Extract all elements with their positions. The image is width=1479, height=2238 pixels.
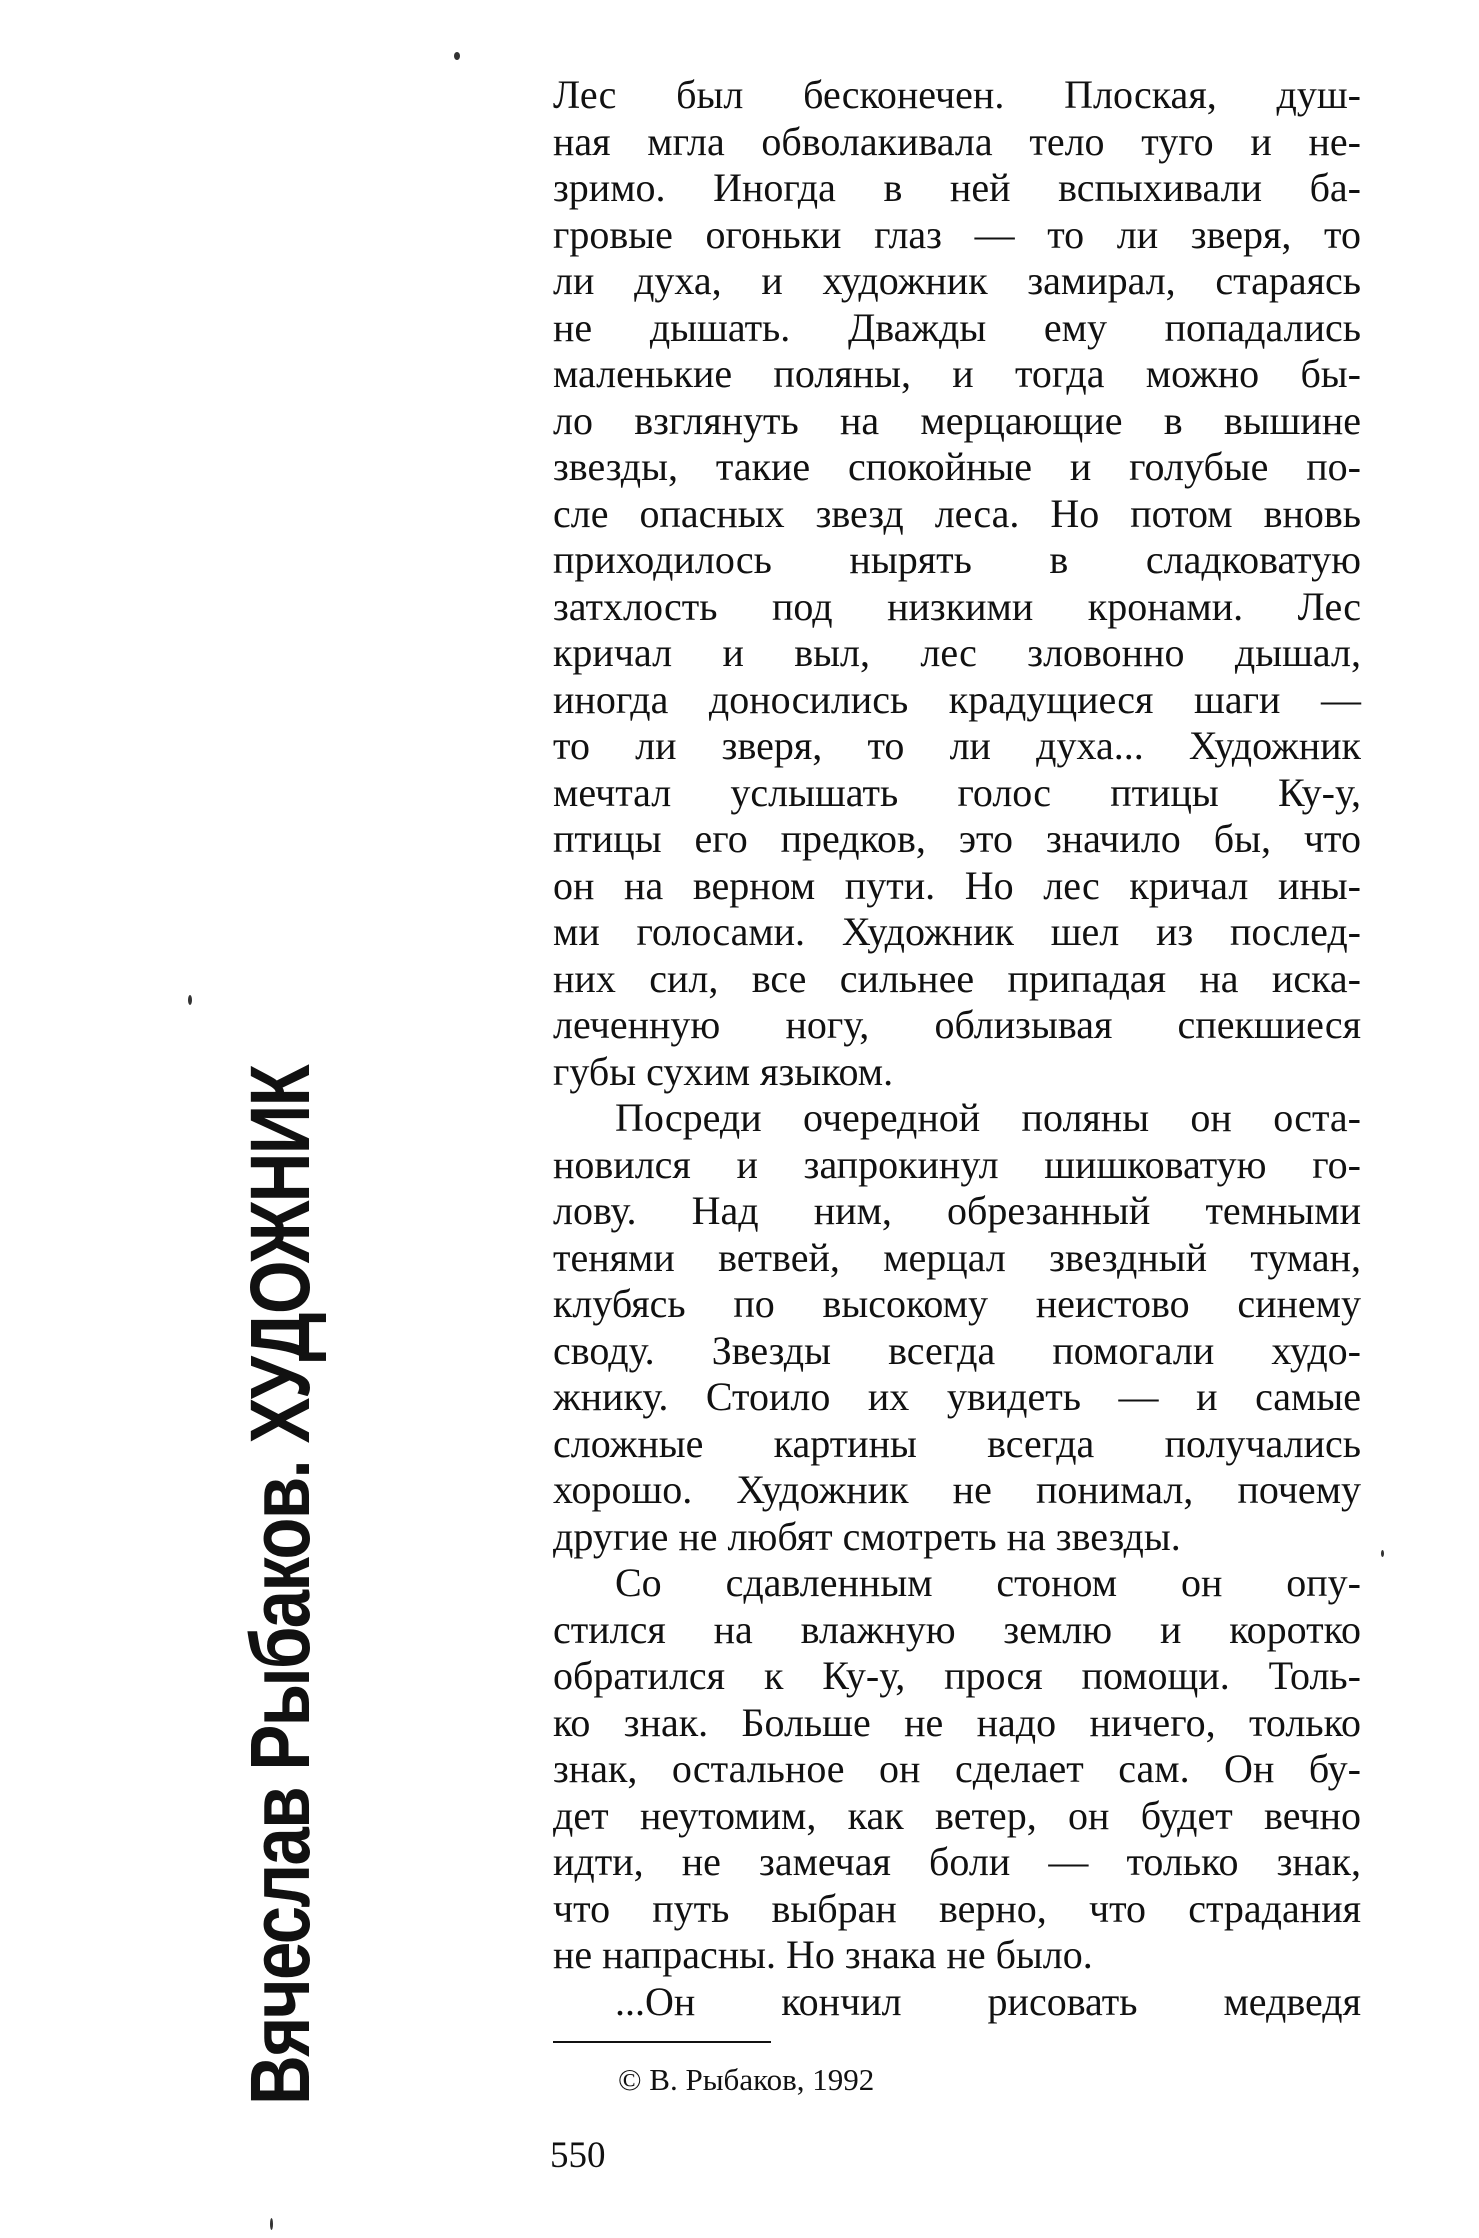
- text-line: Посреди очередной поляны он оста-: [615, 1095, 1361, 1140]
- body-text: [553, 72, 1361, 2025]
- text-line: ко знак. Больше не надо ничего, только: [553, 1699, 1361, 1745]
- side-title-author-and-work: Вячеслав Рыбаков. ХУДОЖНИК: [233, 1066, 327, 2105]
- text-line: лову. Над ним, обрезанный темными: [553, 1188, 1361, 1233]
- text-line: своду. Звезды всегда помогали худо-: [553, 1327, 1361, 1373]
- text-line: гровые огоньки глаз — то ли зверя, то: [553, 211, 1361, 257]
- text-line: жнику. Стоило их увидеть — и самые: [553, 1374, 1361, 1419]
- page-number: 550: [550, 2135, 606, 2176]
- text-line: не дышать. Дважды ему попадались: [553, 304, 1361, 350]
- text-line: он на верном пути. Но лес кричал ины-: [553, 862, 1361, 908]
- text-line: Лес был бесконечен. Плоская, душ-: [553, 72, 1361, 117]
- text-line: стился на влажную землю и коротко: [553, 1606, 1361, 1652]
- copyright-notice: © В. Рыбаков, 1992: [618, 2062, 875, 2097]
- text-line: приходилось нырять в сладковатую: [553, 537, 1361, 582]
- text-line: ми голосами. Художник шел из послед-: [553, 909, 1361, 954]
- text-line: что путь выбран верно, что страдания: [553, 1885, 1361, 1931]
- text-line: обратился к Ку-у, прося помощи. Толь-: [553, 1653, 1361, 1698]
- text-line: леченную ногу, облизывая спекшиеся: [553, 1002, 1361, 1047]
- text-line: сложные картины всегда получались: [553, 1420, 1361, 1466]
- text-line: тенями ветвей, мерцал звездный туман,: [553, 1234, 1361, 1280]
- text-line: другие не любят смотреть на звезды.: [553, 1513, 1181, 1559]
- scan-speck: [454, 52, 460, 60]
- text-line: то ли зверя, то ли духа... Художник: [553, 723, 1361, 768]
- text-line: них сил, все сильнее припадая на иска-: [553, 955, 1361, 1001]
- scan-speck: [188, 995, 192, 1005]
- text-line: не напрасны. Но знака не было.: [553, 1932, 1093, 1977]
- text-line: ли духа, и художник замирал, стараясь: [553, 258, 1361, 303]
- text-line: мечтал услышать голос птицы Ку-у,: [553, 769, 1361, 815]
- scan-speck: [1381, 1550, 1384, 1557]
- text-line: новился и запрокинул шишковатую го-: [553, 1141, 1361, 1187]
- text-line: затхлость под низкими кронами. Лес: [553, 583, 1361, 629]
- text-line: губы сухим языком.: [553, 1048, 894, 1094]
- text-line: сле опасных звезд леса. Но потом вновь: [553, 490, 1361, 536]
- text-line: маленькие поляны, и тогда можно бы-: [553, 351, 1361, 396]
- text-line: Со сдавленным стоном он опу-: [615, 1560, 1361, 1605]
- text-line: знак, остальное он сделает сам. Он бу-: [553, 1746, 1361, 1791]
- text-line: дет неутомим, как ветер, он будет вечно: [553, 1792, 1361, 1838]
- text-line: ...Он кончил рисовать медведя: [615, 1978, 1361, 2024]
- text-line: ло взглянуть на мерцающие в вышине: [553, 397, 1361, 443]
- text-line: иногда доносились крадущиеся шаги —: [553, 676, 1361, 722]
- text-line: кричал и выл, лес зловонно дышал,: [553, 630, 1361, 675]
- text-line: клубясь по высокому неистово синему: [553, 1281, 1361, 1326]
- scan-speck: [270, 2218, 273, 2230]
- text-line: хорошо. Художник не понимал, почему: [553, 1467, 1361, 1512]
- text-line: звезды, такие спокойные и голубые по-: [553, 444, 1361, 489]
- footnote-rule: [553, 2041, 771, 2043]
- text-line: ная мгла обволакивала тело туго и не-: [553, 118, 1361, 164]
- text-line: птицы его предков, это значило бы, что: [553, 816, 1361, 861]
- text-line: идти, не замечая боли — только знак,: [553, 1839, 1361, 1884]
- text-line: зримо. Иногда в ней вспыхивали ба-: [553, 165, 1361, 210]
